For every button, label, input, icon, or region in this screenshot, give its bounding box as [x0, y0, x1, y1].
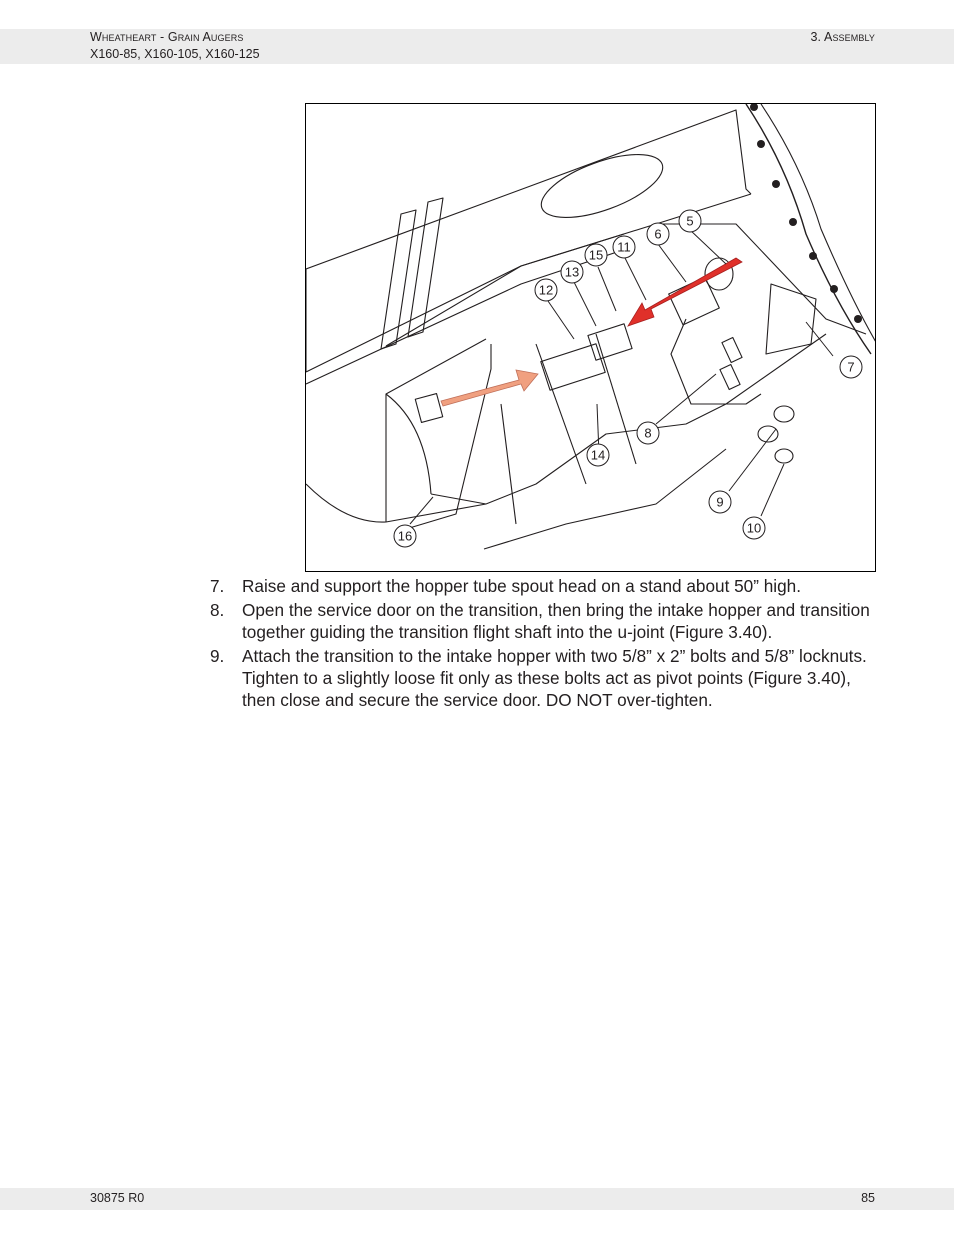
callout-14: 14 [590, 447, 606, 463]
bolt [722, 337, 742, 362]
step-number: 8. [210, 600, 225, 621]
bolt [720, 364, 740, 389]
step-text: Attach the transition to the intake hopper with two 5/8” x 2” bolts and 5/8” locknuts. Tighten to a slightly loose fit only as these bolts act as pivot points (Figure 3.40), then close and secure the service door. DO NOT over-tighten. [242, 646, 867, 710]
callout-12: 12 [538, 282, 554, 298]
step-number: 7. [210, 576, 225, 596]
assembly-drawing [306, 104, 876, 572]
step-item [210, 646, 880, 711]
hanger-strap [408, 198, 443, 337]
bracket [671, 319, 761, 404]
assembly-steps [210, 576, 880, 714]
spout-cover [534, 142, 671, 231]
slide-arrow-icon [628, 258, 742, 326]
assembly-figure [305, 103, 876, 572]
flange-bolts [750, 104, 862, 323]
section-title: 3. Assembly [810, 30, 875, 44]
locknut [775, 449, 793, 463]
header-left [90, 29, 260, 63]
callout-15: 15 [588, 247, 604, 263]
callout-6: 6 [654, 226, 662, 242]
callout-7: 7 [847, 359, 855, 375]
callout-11: 11 [617, 239, 631, 255]
callout-9: 9 [716, 494, 724, 510]
step-text: Open the service door on the transition, then bring the intake hopper and transition together guiding the transition flight shaft into the u-joint (Figure 3.40). [242, 600, 870, 642]
document-number: 30875 R0 [90, 1191, 145, 1205]
callout-13: 13 [564, 264, 580, 280]
callout-8: 8 [644, 425, 652, 441]
step-text: Raise and support the hopper tube spout head on a stand about 50” high. [242, 576, 802, 596]
step-number: 9. [210, 646, 225, 667]
stub-shaft [415, 394, 442, 423]
callout-16: 16 [397, 528, 413, 544]
model-numbers: X160-85, X160-105, X160-125 [90, 47, 260, 61]
callout-5: 5 [686, 213, 694, 229]
step-item [210, 576, 880, 598]
callout-10: 10 [746, 520, 762, 536]
hopper-tube-outline [306, 110, 751, 372]
step-item [210, 600, 880, 644]
washer [774, 406, 794, 422]
page-number: 85 [861, 1191, 875, 1205]
transition-flange [746, 104, 871, 354]
document-title: Wheatheart - Grain Augers [90, 30, 244, 44]
